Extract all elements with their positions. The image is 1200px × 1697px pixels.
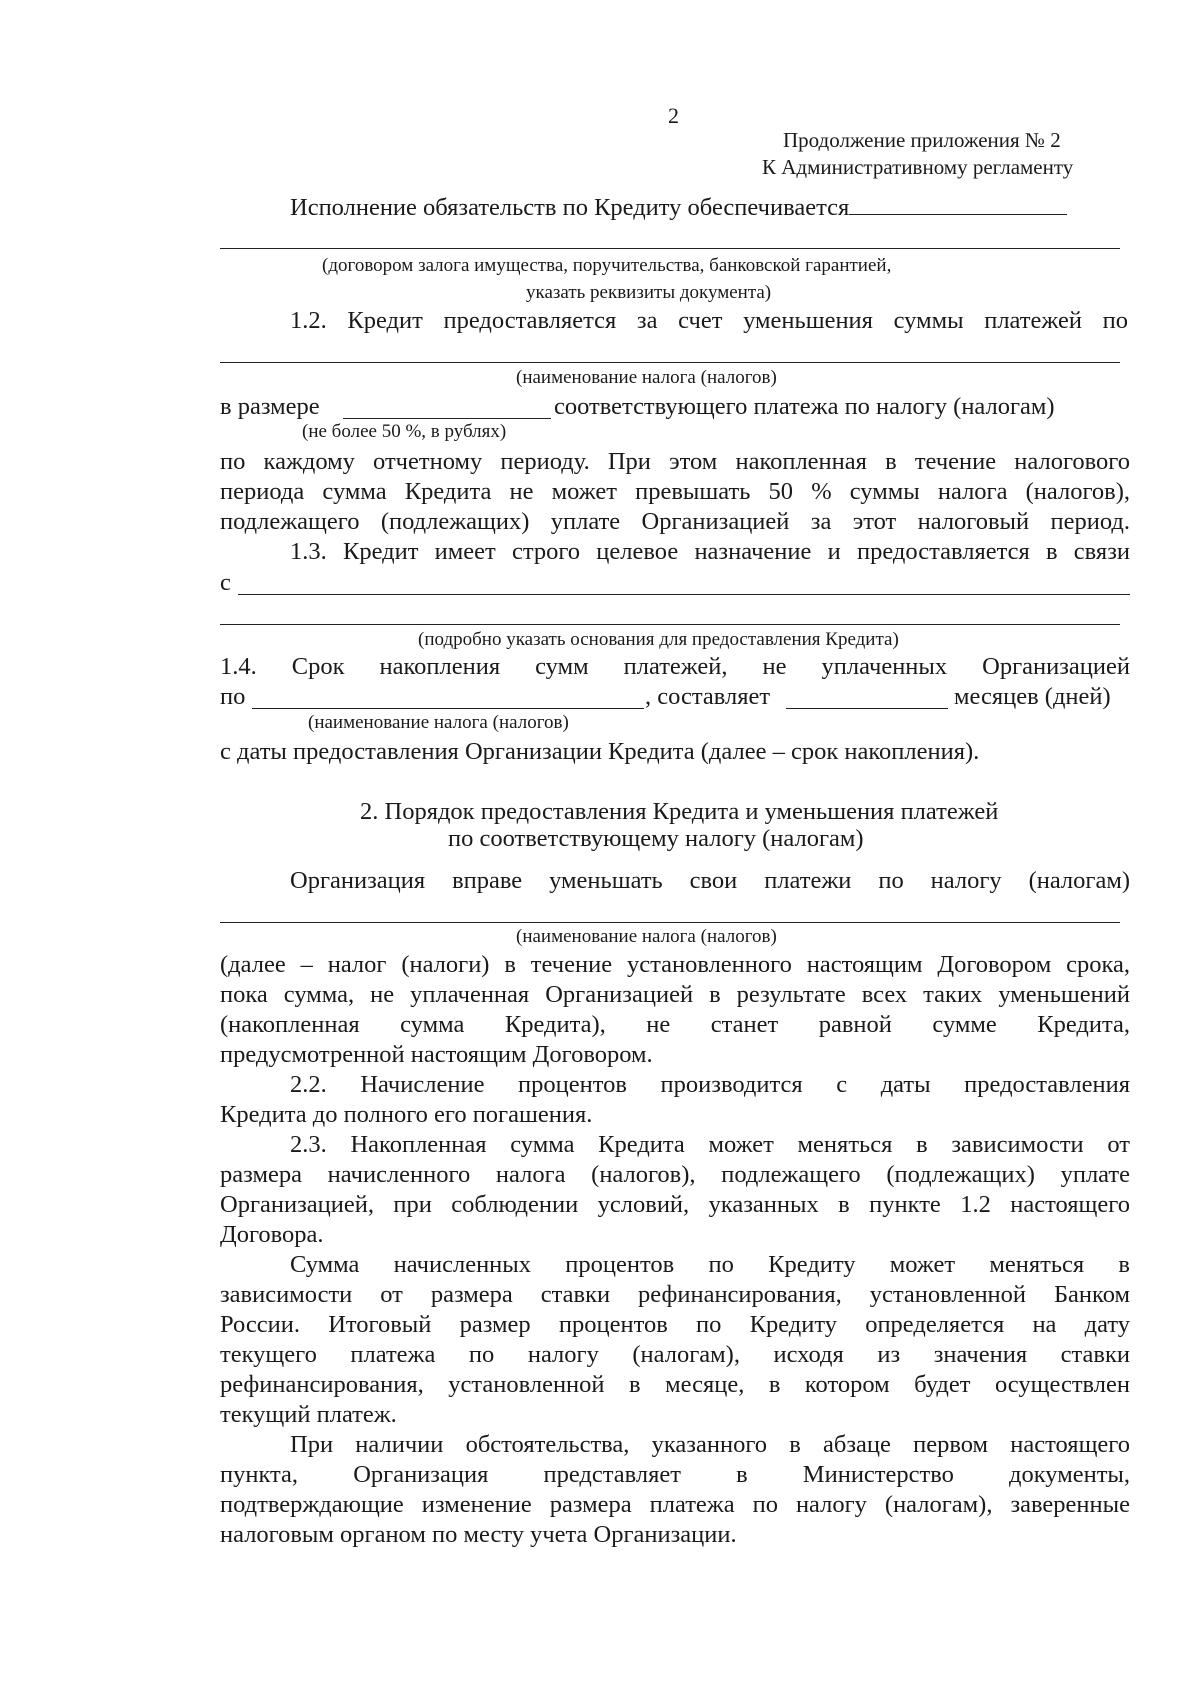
p1-4-term-blank bbox=[786, 686, 948, 709]
section2-tax-rule bbox=[220, 922, 1120, 923]
p1-2-line-c: подлежащего (подлежащих) уплате Организацией за этот налоговый период. bbox=[220, 508, 1130, 535]
interest-line-6: текущий платеж. bbox=[220, 1401, 397, 1428]
p1-2-line-1: 1.2. Кредит предоставляется за счет уменьшения суммы платежей по bbox=[290, 307, 1128, 334]
p1-3-prefix: с bbox=[220, 569, 231, 596]
section2-tax-caption: (наименование налога (налогов) bbox=[516, 926, 777, 947]
p2-3-line-2: размера начисленного налога (налогов), подлежащего (подлежащих) уплате bbox=[220, 1161, 1130, 1188]
p2-3-line-4: Договора. bbox=[220, 1221, 324, 1248]
docs-line-1: При наличии обстоятельства, указанного в абзаце первом настоящего bbox=[290, 1431, 1130, 1458]
section2-intro: Организация вправе уменьшать свои платежи по налогу (налогам) bbox=[290, 867, 1130, 894]
p1-2-amount-prefix: в размере bbox=[220, 393, 320, 420]
header-line-2: К Административному регламенту bbox=[762, 155, 1074, 179]
p2-2-line-2: Кредита до полного его погашения. bbox=[220, 1101, 593, 1128]
p1-2-amount-suffix: соответствующего платежа по налогу (налогам) bbox=[554, 393, 1055, 420]
interest-line-2: зависимости от размера ставки рефинансирования, установленной Банком bbox=[220, 1281, 1130, 1308]
p1-4-is: , составляет bbox=[645, 683, 771, 710]
p1-2-amount-blank bbox=[343, 396, 551, 419]
p1-4-by: по bbox=[220, 683, 246, 710]
p1-2-amount-caption: (не более 50 %, в рублях) bbox=[302, 421, 507, 442]
docs-line-3: подтверждающие изменение размера платежа по налогу (налогам), заверенные bbox=[220, 1491, 1130, 1518]
docs-line-2: пункта, Организация представляет в Министерство документы, bbox=[220, 1461, 1130, 1488]
p1-3-caption: (подробно указать основания для предоставления Кредита) bbox=[418, 629, 899, 650]
section2-body-3: (накопленная сумма Кредита), не станет равной сумме Кредита, bbox=[220, 1011, 1130, 1038]
p1-2-line-a: по каждому отчетному периоду. При этом накопленная в течение налогового bbox=[220, 448, 1130, 475]
p2-2-line-1: 2.2. Начисление процентов производится с даты предоставления bbox=[290, 1071, 1130, 1098]
section2-title-1: 2. Порядок предоставления Кредита и уменьшения платежей bbox=[360, 798, 999, 825]
security-blank bbox=[849, 192, 1067, 215]
p2-3-line-3: Организацией, при соблюдении условий, указанных в пункте 1.2 настоящего bbox=[220, 1191, 1130, 1218]
p1-3-line-1: 1.3. Кредит имеет строго целевое назначение и предоставляется в связи bbox=[290, 538, 1130, 565]
p1-2-tax-caption: (наименование налога (налогов) bbox=[516, 367, 777, 388]
security-caption-1: (договором залога имущества, поручительства, банковской гарантией, bbox=[322, 255, 892, 276]
p2-3-line-1: 2.3. Накопленная сумма Кредита может меняться в зависимости от bbox=[290, 1131, 1130, 1158]
security-lead-text: Исполнение обязательств по Кредиту обеспечивается bbox=[290, 194, 850, 221]
page-number: 2 bbox=[668, 103, 679, 128]
p1-2-tax-rule bbox=[220, 362, 1120, 363]
header-line-1: Продолжение приложения № 2 bbox=[783, 128, 1061, 152]
p1-4-line-1: 1.4. Срок накопления сумм платежей, не уплаченных Организацией bbox=[220, 653, 1130, 680]
interest-line-4: текущего платежа по налогу (налогам), исходя из значения ставки bbox=[220, 1341, 1130, 1368]
docs-line-4: налоговым органом по месту учета Организации. bbox=[220, 1521, 737, 1548]
security-rule bbox=[220, 248, 1120, 249]
security-caption-2: указать реквизиты документа) bbox=[526, 282, 772, 303]
security-lead bbox=[290, 192, 1067, 223]
p1-3-rule-2 bbox=[220, 624, 1120, 625]
interest-line-5: рефинансирования, установленной в месяце, в котором будет осуществлен bbox=[220, 1371, 1130, 1398]
p1-2-line-b: периода сумма Кредита не может превышать 50 % суммы налога (налогов), bbox=[220, 478, 1130, 505]
section2-body-2: пока сумма, не уплаченная Организацией в результате всех таких уменьшений bbox=[220, 981, 1130, 1008]
interest-line-1: Сумма начисленных процентов по Кредиту может меняться в bbox=[290, 1251, 1130, 1278]
p1-4-tax-blank bbox=[252, 686, 644, 709]
p1-4-line-3: с даты предоставления Организации Кредита (далее – срок накопления). bbox=[220, 738, 980, 765]
p1-4-unit: месяцев (дней) bbox=[954, 683, 1111, 710]
section2-title-2: по соответствующему налогу (налогам) bbox=[448, 825, 864, 852]
p1-3-rule-1 bbox=[238, 594, 1130, 595]
section2-body-4: предусмотренной настоящим Договором. bbox=[220, 1041, 653, 1068]
interest-line-3: России. Итоговый размер процентов по Кредиту определяется на дату bbox=[220, 1311, 1130, 1338]
p1-4-tax-caption: (наименование налога (налогов) bbox=[308, 712, 569, 733]
section2-body-1: (далее – налог (налоги) в течение установленного настоящим Договором срока, bbox=[220, 951, 1130, 978]
